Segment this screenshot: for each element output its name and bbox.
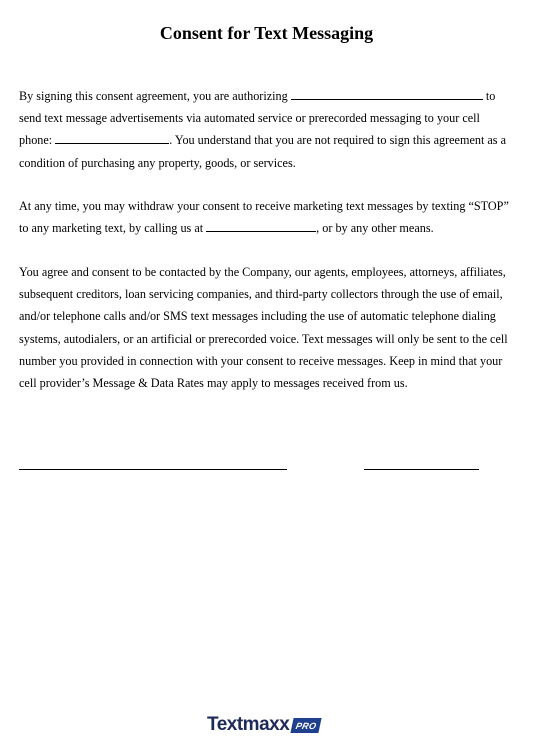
authorization-paragraph — [19, 85, 513, 174]
date-line[interactable] — [364, 469, 479, 470]
logo-pro-badge: PRO — [291, 718, 323, 733]
logo-text-part: Text — [207, 714, 243, 735]
authorization-text-middle: to send text message advertisements via automated service or prerecorded messaging to your cell phone: — [19, 89, 496, 148]
contact-agreement-paragraph: You agree and consent to be contacted by the Company, our agents, employees, attorneys, affiliates, subsequent creditors, loan servicing companies, and third-party collectors through the use of email, and/or telephone calls and/or SMS text messages including the use of automatic telephone dialing systems, autodialers, or an artificial or prerecorded voice. Text messages will only be sent to the cell number you provided in connection with your consent to receive messages. Keep in mind that your cell provider’s Message & Data Rates may apply to messages received from us. — [19, 265, 508, 391]
cell-phone-blank[interactable] — [55, 131, 169, 144]
withdraw-consent-paragraph — [19, 195, 513, 239]
logo-maxx-part: maxx — [242, 714, 290, 735]
page-title: Consent for Text Messaging — [159, 23, 374, 43]
company-name-blank[interactable] — [291, 87, 483, 100]
contact-number-blank[interactable] — [206, 219, 316, 232]
textmaxx-pro-logo — [207, 712, 321, 738]
signature-line[interactable] — [19, 469, 287, 470]
withdraw-text-start: At any time, you may withdraw your consent to receive marketing text messages by texting “STOP” to any marketing text, by calling us at — [19, 199, 509, 236]
authorization-text-start: By signing this consent agreement, you are authorizing — [19, 89, 291, 103]
withdraw-text-end: , or by any other means. — [316, 221, 434, 236]
authorization-text-end: . You understand that you are not required to sign this agreement as a condition of purchasing any property, goods, or services. — [19, 133, 506, 170]
